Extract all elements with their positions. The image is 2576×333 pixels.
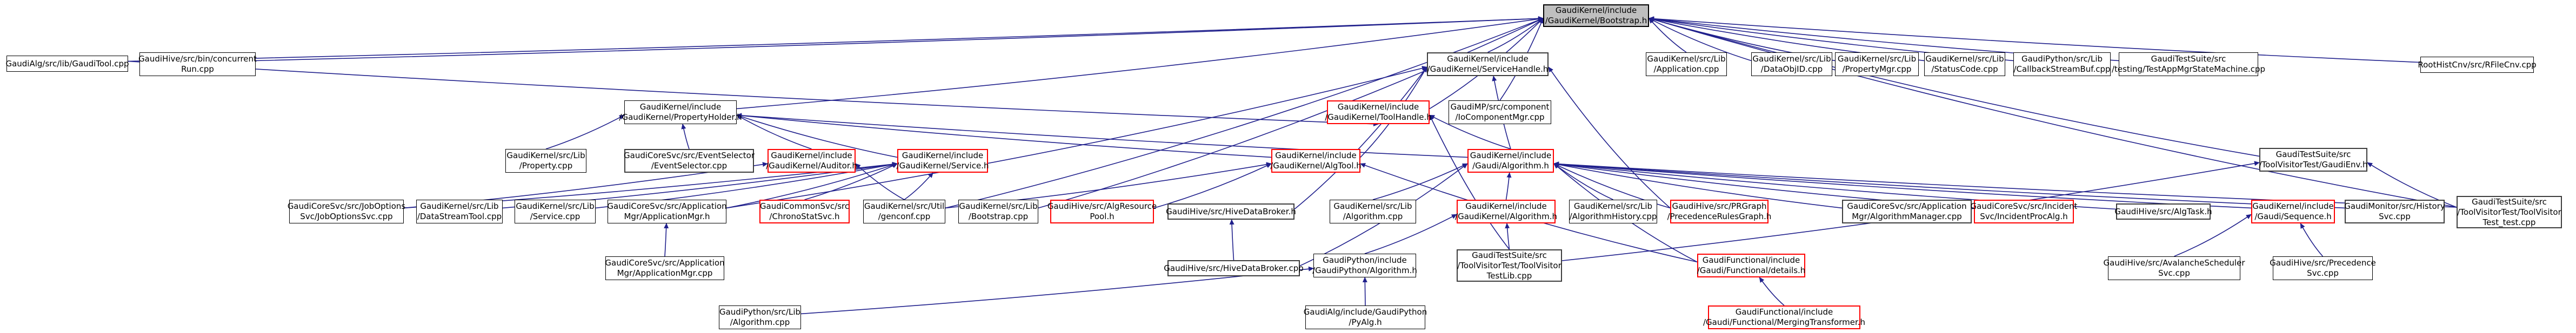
node-label-line: GaudiKernel/include <box>1465 201 1547 211</box>
node-label-line: GaudiKernel/include <box>1275 151 1357 160</box>
node-label-line: GaudiMP/src/component <box>1450 102 1550 112</box>
node-label-line: Svc/IncidentProcAlg.h <box>1980 212 2068 221</box>
node-label-line: GaudiTestSuite/src <box>2275 149 2351 159</box>
node-label-line: GaudiKernel/src/Lib <box>959 201 1038 211</box>
node-label-line: GaudiTestSuite/src <box>2151 54 2226 64</box>
node-label-line: GaudiKernel/include <box>1470 151 1552 160</box>
edge-algorithm_kernel-to-algorithm_gaudi <box>1506 173 1510 200</box>
graph-node-hivedatabroker_h[interactable] <box>1167 203 1294 220</box>
node-label-line: GaudiCommonSvc/src <box>759 201 850 211</box>
graph-node-algresourcepool[interactable] <box>1047 200 1157 223</box>
node-label-line: /PyAlg.h <box>1349 317 1382 327</box>
node-label-line: GaudiKernel/include <box>639 102 722 112</box>
graph-node-testappmgr[interactable] <box>2111 52 2266 76</box>
edge-precedencerulesgraph-to-servicehandle <box>1549 67 1670 208</box>
node-label-line: GaudiPython/src/Lib <box>719 307 801 317</box>
graph-node-gaudipython_algorithm_h[interactable] <box>1313 254 1416 277</box>
node-label-line: GaudiHive/src/AvalancheScheduler <box>2103 258 2245 268</box>
node-label-line: /GaudiKernel/ToolHandle.h <box>1325 112 1432 122</box>
graph-node-iocomponentmgr[interactable] <box>1449 100 1551 124</box>
node-label-line: /Gaudi/Functional/details.h <box>1697 266 1806 275</box>
node-label-line: GaudiPython/src/Lib <box>2021 54 2103 64</box>
graph-node-pyalg[interactable] <box>1305 305 1425 329</box>
node-label-line: /Gaudi/Functional/MergingTransformer.h <box>1703 317 1866 327</box>
graph-node-statuscode[interactable] <box>1924 52 2005 76</box>
node-label-line: Mgr/AlgorithmManager.cpp <box>1852 212 1962 221</box>
node-label-line: Mgr/ApplicationMgr.cpp <box>617 268 713 278</box>
edge-gauditool-to-root <box>128 18 1543 61</box>
graph-node-incidentprocalg[interactable] <box>1970 200 2078 223</box>
edge-algresourcepool-to-algtool <box>1154 164 1271 208</box>
graph-node-dataobjid[interactable] <box>1751 52 1832 76</box>
graph-node-rfilecnv[interactable] <box>2418 57 2537 73</box>
node-label-line: GaudiCoreSvc/src/JobOptions <box>287 201 406 211</box>
node-label-line: Svc.cpp <box>2307 268 2339 278</box>
node-label-line: /GaudiKernel/Service.h <box>896 161 989 171</box>
node-label-line: /testing/TestAppMgrStateMachine.cpp <box>2111 64 2266 74</box>
node-label-line: /GaudiKernel/PropertyHolder.h <box>619 112 742 122</box>
node-label-line: GaudiAlg/src/lib/GaudiTool.cpp <box>5 58 129 69</box>
node-label-line: /GaudiKernel/ServiceHandle.h <box>1427 64 1549 74</box>
node-label-line: GaudiKernel/src/Lib <box>1573 201 1653 211</box>
graph-node-servicehandle[interactable] <box>1427 52 1549 76</box>
node-label-line: GaudiKernel/include <box>902 151 984 160</box>
graph-node-details_h[interactable] <box>1697 254 1805 277</box>
edge-applicationmgr_cpp-to-applicationmgr_h <box>665 223 666 256</box>
node-label-line: GaudiHive/src/bin/concurrent <box>138 54 257 64</box>
node-label-line: Svc.cpp <box>2158 268 2190 278</box>
edge-mergingtransformer-to-details_h <box>1759 277 1784 305</box>
node-label-line: /GaudiKernel/Auditor.h <box>766 161 857 171</box>
node-label-line: GaudiHive/src/AlgTask.h <box>2114 206 2212 216</box>
edge-toolvisitortest_test-to-root <box>1649 18 2457 207</box>
node-label-line: GaudiTestSuite/src <box>1472 250 1547 260</box>
node-label-line: /PrecedenceRulesGraph.h <box>1667 212 1772 221</box>
graph-node-precedencerulesgraph[interactable] <box>1667 200 1772 223</box>
graph-node-algorithm_kernel[interactable] <box>1457 200 1556 223</box>
node-label-line: GaudiKernel/src/Lib <box>1333 201 1412 211</box>
node-label-line: /CallbackStreamBuf.cpp <box>2013 64 2111 74</box>
node-label-line: GaudiFunctional/include <box>1702 255 1800 265</box>
edge-hivedatabroker_h-to-servicehandle <box>1294 67 1427 209</box>
graph-node-bootstrap_cpp[interactable] <box>958 200 1038 223</box>
edge-toolvisitortestlib-to-algorithm_kernel <box>1507 223 1510 249</box>
graph-node-concurrentrun[interactable] <box>139 52 256 76</box>
node-label-line: GaudiKernel/src/Lib <box>420 201 499 211</box>
edge-propertyholder-to-root <box>737 18 1543 108</box>
node-label-line: GaudiKernel/include <box>771 151 852 160</box>
node-label-line: Svc.cpp <box>2379 212 2411 221</box>
graph-node-algorithmmanager[interactable] <box>1842 200 1972 223</box>
edge-auditor-to-propertyholder <box>737 115 812 149</box>
graph-node-callbackstreambuf[interactable] <box>2013 52 2111 76</box>
node-label-line: GaudiFunctional/include <box>1735 307 1833 317</box>
edge-avalanche-to-sequence <box>2174 214 2252 256</box>
node-label-line: GaudiHive/src/AlgResource <box>1047 201 1157 211</box>
node-label-line: GaudiKernel/src/Lib <box>516 201 595 211</box>
graph-node-algtask[interactable] <box>2116 203 2211 220</box>
node-label-line: /DataObjID.cpp <box>1760 64 1823 74</box>
node-label-line: /Algorithm.cpp <box>730 317 790 327</box>
node-label-line: GaudiTestSuite/src <box>2472 196 2547 207</box>
node-label-line: GaudiKernel/src/Lib <box>1647 54 1726 64</box>
graph-node-gaudipython_algorithm_cpp[interactable] <box>719 305 801 329</box>
node-label-line: GaudiCoreSvc/src/Application <box>605 258 725 268</box>
node-label-line: Pool.h <box>1090 212 1115 221</box>
edge-precedencesvc-to-sequence <box>2300 223 2323 256</box>
node-label-line: /StatusCode.cpp <box>1931 64 1998 74</box>
graph-node-hivedatabroker_cpp[interactable] <box>1164 260 1304 276</box>
graph-node-toolvisitortest_test[interactable] <box>2457 196 2562 228</box>
node-label-line: /GaudiKernel/Bootstrap.h <box>1545 16 1647 25</box>
graph-node-property_cpp[interactable] <box>505 149 586 173</box>
node-label-line: GaudiHive/src/Precedence <box>2270 258 2376 268</box>
node-label-line: /GaudiKernel/AlgTool.h <box>1270 161 1362 171</box>
node-label-line: GaudiHive/src/HiveDataBroker.cpp <box>1164 263 1304 273</box>
node-label-line: /genconf.cpp <box>878 212 931 221</box>
node-label-line: GaudiPython/include <box>1323 255 1407 265</box>
edge-gaudienv-to-root <box>1649 18 2259 156</box>
node-label-line: GaudiKernel/src/Lib <box>1752 54 1831 64</box>
edge-algorithm_cpp-to-algorithm_gaudi <box>1373 164 1467 200</box>
node-label-line: GaudiKernel/include <box>1447 54 1529 64</box>
graph-node-datastream[interactable] <box>416 200 503 223</box>
node-label-line: /ToolVisitorTest/GaudiEnv.h <box>2259 160 2368 169</box>
graph-node-chronostat[interactable] <box>759 200 850 223</box>
graph-node-sequence[interactable] <box>2251 200 2335 223</box>
node-label-line: /Property.cpp <box>519 161 573 171</box>
node-label-line: /ToolVisitorTest/ToolVisitor <box>2457 207 2561 217</box>
node-label-line: /GaudiKernel/Algorithm.h <box>1455 212 1557 221</box>
node-label-line: GaudiHive/src/PRGraph <box>1672 201 1767 211</box>
node-label-line: /Application.cpp <box>1653 64 1719 74</box>
graph-node-precedencesvc[interactable] <box>2270 256 2376 280</box>
node-label-line: /AlgorithmHistory.cpp <box>1569 212 1657 221</box>
graph-node-applicationmgr_h[interactable] <box>608 200 726 223</box>
graph-node-algorithmhistory[interactable] <box>1569 200 1657 223</box>
node-label-line: GaudiKernel/src/Util <box>864 201 945 211</box>
graph-node-algtool[interactable] <box>1271 149 1360 173</box>
node-label-line: /DataStreamTool.cpp <box>417 212 502 221</box>
node-label-line: GaudiKernel/src/Lib <box>1925 54 2004 64</box>
node-label-line: Run.cpp <box>181 64 214 74</box>
graph-node-auditor[interactable] <box>768 149 856 173</box>
node-label-line: /PropertyMgr.cpp <box>1842 64 1912 74</box>
graph-node-toolvisitortestlib[interactable] <box>1457 249 1562 282</box>
graph-node-genconf[interactable] <box>863 200 945 223</box>
node-label-line: GaudiKernel/src/Lib <box>506 151 585 160</box>
node-label-line: GaudiMonitor/src/History <box>2344 201 2445 211</box>
edge-concurrentrun-to-root <box>256 18 1543 60</box>
node-label-line: /Gaudi/Sequence.h <box>2254 212 2332 221</box>
edge-hivedatabroker_cpp-to-hivedatabroker_h <box>1232 220 1234 260</box>
node-label-line: /Service.cpp <box>530 212 580 221</box>
graph-node-eventselector[interactable] <box>624 149 754 173</box>
node-label-line: /Gaudi/Algorithm.h <box>1472 161 1549 171</box>
graph-node-propertymgr[interactable] <box>1835 52 1919 76</box>
graph-node-toolhandle[interactable] <box>1327 100 1430 124</box>
node-label-line: GaudiAlg/include/GaudiPython <box>1303 307 1427 317</box>
node-label-line: /ToolVisitorTest/ToolVisitor <box>1457 260 1561 270</box>
node-label-line: GaudiKernel/include <box>1555 5 1637 15</box>
graph-node-gaudienv[interactable] <box>2259 148 2367 172</box>
node-label-line: /EventSelector.cpp <box>651 161 728 171</box>
node-label-line: Svc/JobOptionsSvc.cpp <box>300 212 393 221</box>
node-label-line: /Bootstrap.cpp <box>968 212 1029 221</box>
node-label-line: GaudiKernel/src/Lib <box>1837 54 1917 64</box>
node-label-line: GaudiKernel/include <box>2252 201 2334 211</box>
graph-node-algorithm_gaudi[interactable] <box>1467 149 1554 173</box>
graph-node-gauditool[interactable] <box>6 56 128 72</box>
node-label-line: GaudiCoreSvc/src/EventSelector <box>624 151 755 160</box>
graph-node-jobopts[interactable] <box>289 200 404 223</box>
node-label-line: GaudiCoreSvc/src/Application <box>607 201 727 211</box>
graph-node-algorithm_cpp[interactable] <box>1330 200 1416 223</box>
edge-gauditool-to-toolhandle <box>128 62 1378 125</box>
graph-node-application[interactable] <box>1646 52 1727 76</box>
node-label-line: Mgr/ApplicationMgr.h <box>624 212 710 221</box>
graph-node-avalanche[interactable] <box>2103 256 2245 280</box>
edge-servicehandle-to-root <box>1488 18 1544 52</box>
node-label-line: /ChronoStatSvc.h <box>769 212 840 221</box>
node-label-line: GaudiKernel/include <box>1337 102 1419 112</box>
node-label-line: /GaudiPython/Algorithm.h <box>1312 266 1417 275</box>
node-label-line: /Algorithm.cpp <box>1343 212 1403 221</box>
graph-node-service_h[interactable] <box>897 149 988 173</box>
node-label-line: GaudiCoreSvc/src/Application <box>1847 201 1967 211</box>
edge-eventselector-to-propertyholder <box>683 124 689 149</box>
graph-node-historysvc[interactable] <box>2345 200 2445 223</box>
edge-genconf-to-service_h <box>904 173 933 200</box>
graph-node-service_cpp[interactable] <box>515 200 596 223</box>
graph-node-propertyholder[interactable] <box>619 100 742 124</box>
edge-property_cpp-to-propertyholder <box>546 115 624 149</box>
node-label-line: GaudiHive/src/HiveDataBroker.h <box>1166 206 1296 216</box>
node-label-line: Test_test.cpp <box>2482 217 2536 227</box>
graph-node-mergingtransformer[interactable] <box>1703 305 1866 329</box>
node-label-line: /IoComponentMgr.cpp <box>1455 112 1545 122</box>
node-label-line: GaudiCoreSvc/src/Incident <box>1970 201 2078 211</box>
graph-node-applicationmgr_cpp[interactable] <box>605 256 724 280</box>
graph-node-root <box>1543 4 1649 27</box>
node-label-line: RootHistCnv/src/RFileCnv.cpp <box>2418 59 2537 70</box>
node-label-line: TestLib.cpp <box>1486 270 1532 281</box>
